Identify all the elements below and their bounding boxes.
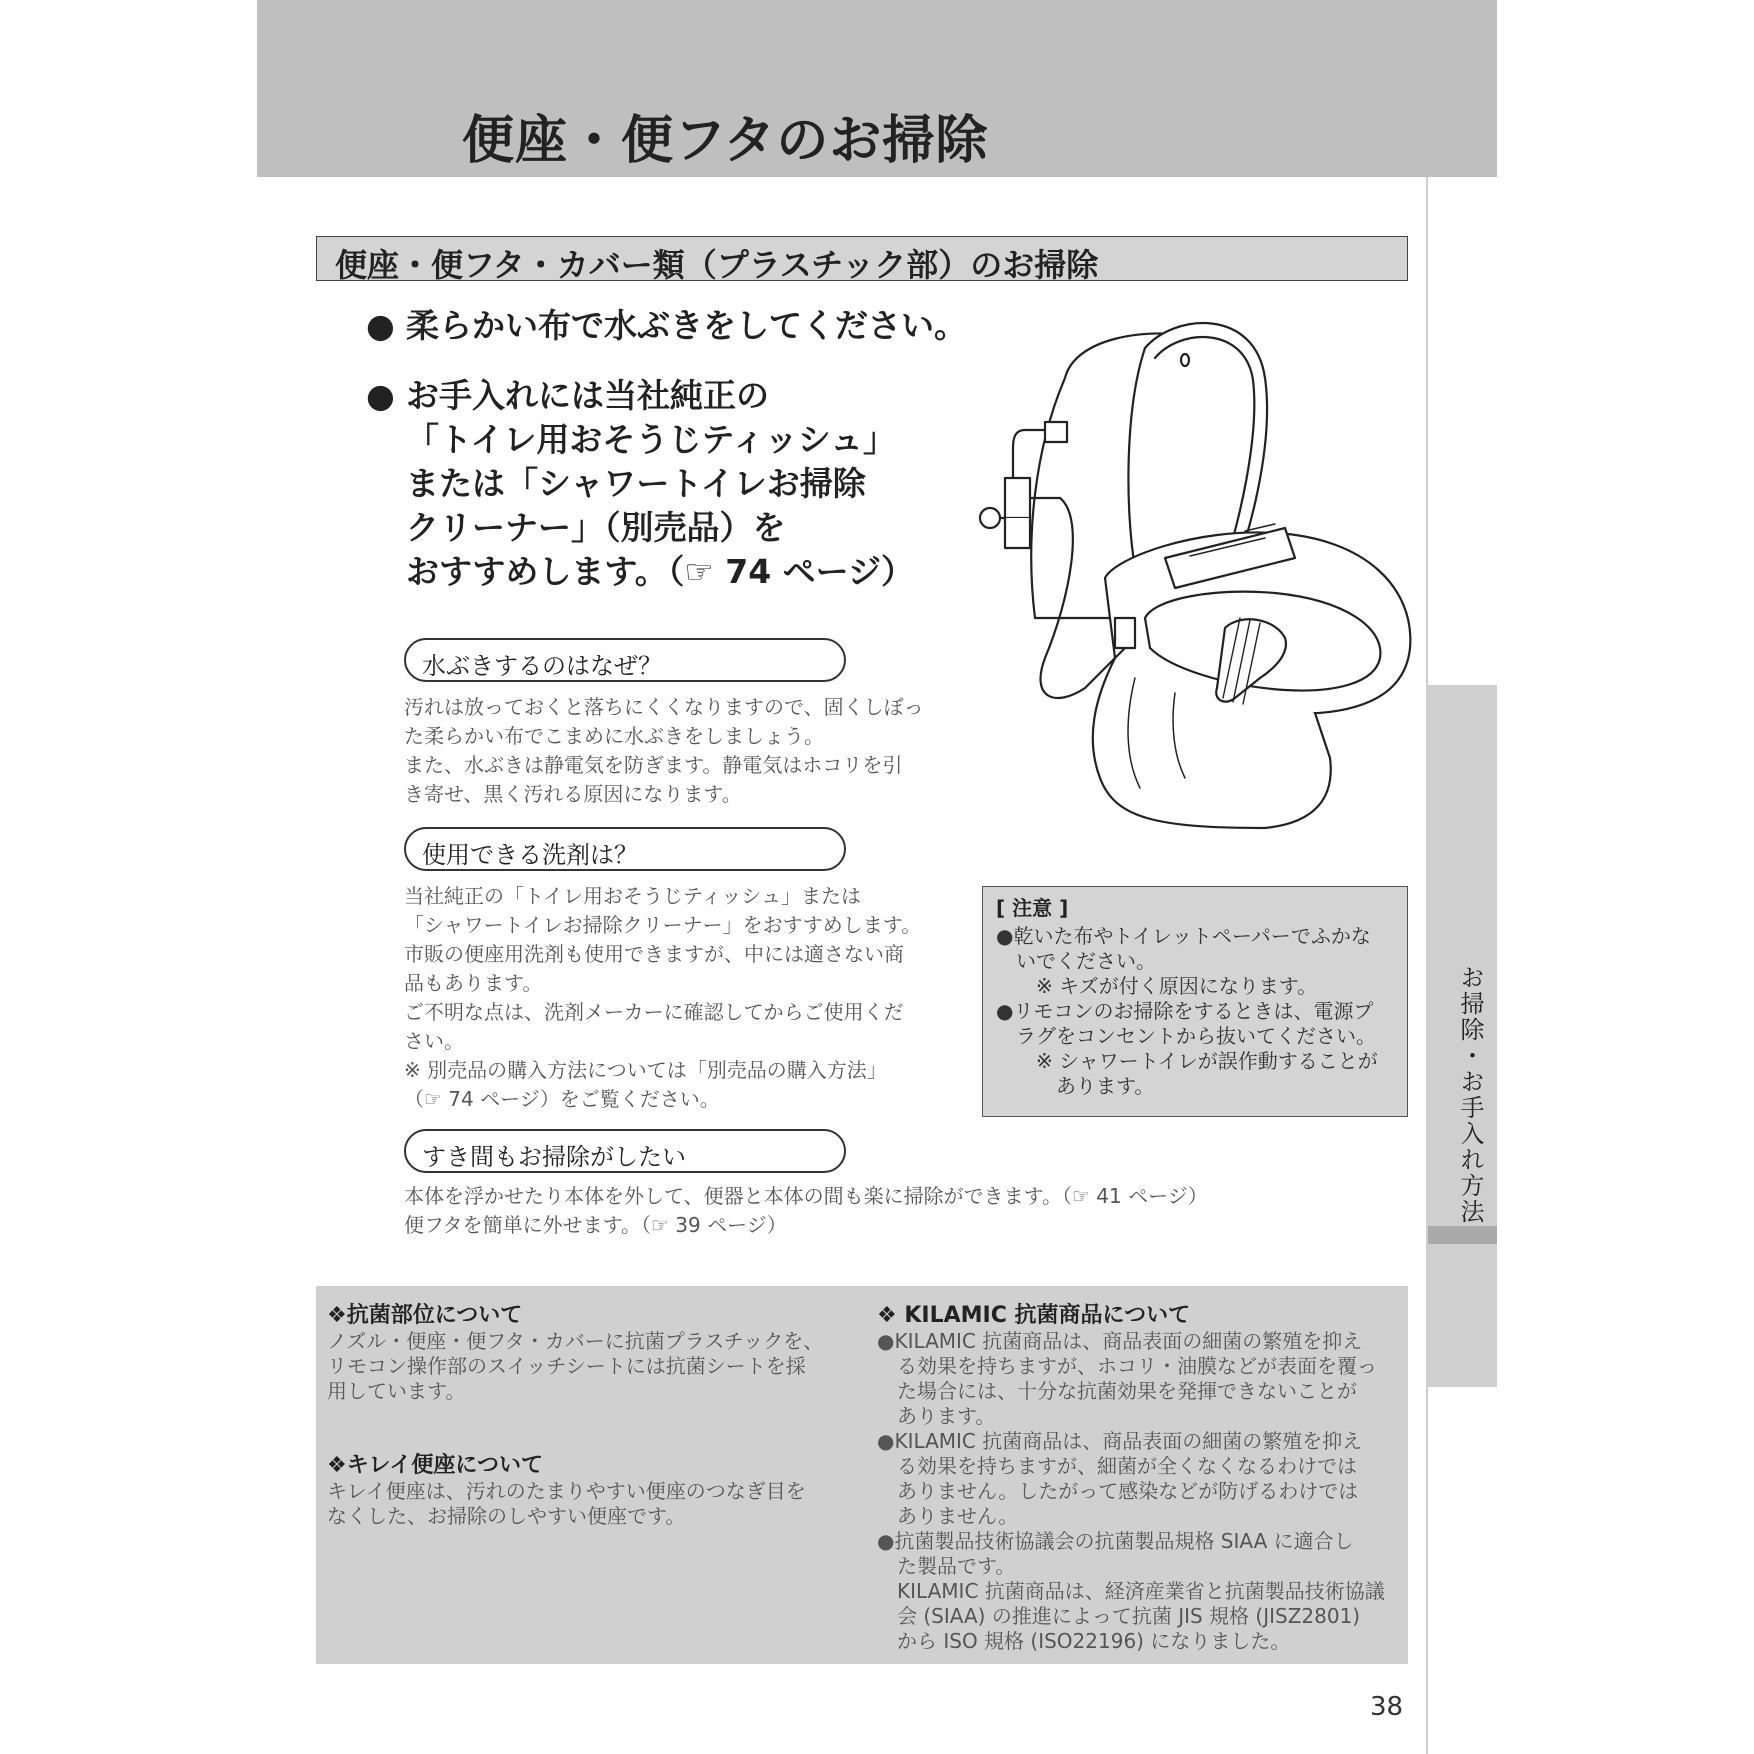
- info-line: ノズル・便座・便フタ・カバーに抗菌プラスチックを、: [327, 1329, 824, 1353]
- page-title: 便座・便フタのお掃除: [462, 111, 989, 171]
- answer-text: [404, 882, 921, 1114]
- question-title: すき間もお掃除がしたい: [422, 1143, 686, 1171]
- bullet-2-line: または「シャワートイレお掃除: [406, 464, 866, 503]
- question-title: 水ぶきするのはなぜ？: [422, 652, 662, 680]
- answer-line: ※ 別売品の購入方法については「別売品の購入方法」: [404, 1058, 887, 1082]
- caution-line: いでください。: [996, 949, 1156, 973]
- bullet-dot: ●: [366, 376, 395, 415]
- answer-text: [404, 1182, 1208, 1240]
- caution-line: あります。: [996, 1074, 1155, 1098]
- info-line: リモコン操作部のスイッチシートには抗菌シートを採: [327, 1354, 806, 1378]
- info-line: ●KILAMIC 抗菌商品は、商品表面の細菌の繁殖を抑え: [877, 1429, 1363, 1453]
- answer-line: た柔らかい布でこまめに水ぶきをしましょう。: [404, 724, 824, 748]
- bullet-2-text: [406, 374, 914, 594]
- caution-line: ●乾いた布やトイレットペーパーでふかな: [996, 924, 1371, 948]
- info-line: KILAMIC 抗菌商品は、経済産業省と抗菌製品技術協議: [877, 1579, 1385, 1603]
- bullet-2-line: 「トイレ用おそうじティッシュ」: [406, 420, 897, 459]
- page-number: 38: [1370, 1692, 1404, 1722]
- caution-line: ラグをコンセントから抜いてください。: [996, 1024, 1376, 1048]
- toilet-cleaning-illustration: [975, 318, 1415, 838]
- answer-line: 当社純正の「トイレ用おそうじティッシュ」または: [404, 884, 861, 908]
- caution-line: ●リモコンのお掃除をするときは、電源プ: [996, 999, 1374, 1023]
- info-line: ありません。: [877, 1504, 1019, 1528]
- section-heading: 便座・便フタ・カバー類（プラスチック部）のお掃除: [335, 246, 1099, 284]
- info-heading: ❖キレイ便座について: [327, 1453, 543, 1478]
- info-line: た場合には、十分な抗菌効果を発揮できないことが: [877, 1379, 1357, 1403]
- side-tab-label: お掃除・お手入れ方法: [1456, 965, 1484, 1225]
- info-heading: ❖抗菌部位について: [327, 1303, 523, 1328]
- info-line: から ISO 規格 (ISO22196) になりました。: [877, 1629, 1291, 1653]
- answer-line: 本体を浮かせたり本体を外して、便器と本体の間も楽に掃除ができます。（☞ 41 ページ）: [404, 1184, 1208, 1208]
- info-line: キレイ便座は、汚れのたまりやすい便座のつなぎ目を: [327, 1479, 806, 1503]
- caution-content: [996, 896, 1378, 1099]
- answer-line: （☞ 74 ページ）をご覧ください。: [404, 1087, 720, 1111]
- info-line: る効果を持ちますが、細菌が全くなくなるわけでは: [877, 1454, 1357, 1478]
- info-line: ありません。したがって感染などが防げるわけでは: [877, 1479, 1359, 1503]
- info-right-column: [877, 1298, 1385, 1654]
- info-line: 会 (SIAA) の推進によって抗菌 JIS 規格 (JISZ2801): [877, 1604, 1361, 1628]
- answer-line: き寄せ、黒く汚れる原因になります。: [404, 782, 742, 806]
- info-left-column: [327, 1298, 823, 1529]
- answer-line: 便フタを簡単に外せます。（☞ 39 ページ）: [404, 1213, 787, 1237]
- bullet-2-line: おすすめします。（☞ 74 ページ）: [406, 552, 915, 591]
- info-line: た製品です。: [877, 1554, 1016, 1578]
- answer-line: ご不明な点は、洗剤メーカーに確認してからご使用くだ: [404, 1000, 904, 1024]
- side-tab-stripe: [1428, 1226, 1497, 1244]
- bullet-2: [366, 376, 395, 415]
- info-heading: ❖ KILAMIC 抗菌商品について: [877, 1303, 1191, 1328]
- bullet-2-line: お手入れには当社純正の: [406, 376, 769, 415]
- bullet-1: [366, 306, 395, 345]
- answer-line: また、水ぶきは静電気を防ぎます。静電気はホコリを引: [404, 753, 903, 777]
- answer-text: [404, 693, 924, 809]
- answer-line: 汚れは放っておくと落ちにくくなりますので、固くしぼっ: [404, 695, 924, 719]
- question-title: 使用できる洗剤は？: [422, 841, 638, 869]
- bullet-2-line: クリーナー」（別売品）を: [406, 508, 786, 547]
- info-line: 用しています。: [327, 1379, 466, 1403]
- caution-line: ※ シャワートイレが誤作動することが: [996, 1049, 1378, 1073]
- bullet-dot: ●: [366, 306, 395, 345]
- answer-line: 品もあります。: [404, 971, 543, 995]
- caution-line: ※ キズが付く原因になります。: [996, 974, 1318, 998]
- caution-title: [ 注意 ]: [996, 896, 1069, 920]
- info-line: る効果を持ちますが、ホコリ・油膜などが表面を覆っ: [877, 1354, 1377, 1378]
- bullet-1-line: 柔らかい布で水ぶきをしてください。: [406, 306, 967, 345]
- info-line: ●KILAMIC 抗菌商品は、商品表面の細菌の繁殖を抑え: [877, 1329, 1363, 1353]
- answer-line: 「シャワートイレお掃除クリーナー」をおすすめします。: [404, 913, 922, 937]
- answer-line: さい。: [404, 1029, 464, 1053]
- info-line: なくした、お掃除のしやすい便座です。: [327, 1504, 686, 1528]
- info-line: あります。: [877, 1404, 996, 1428]
- answer-line: 市販の便座用洗剤も使用できますが、中には適さない商: [404, 942, 904, 966]
- info-line: ●抗菌製品技術協議会の抗菌製品規格 SIAA に適合し: [877, 1529, 1354, 1553]
